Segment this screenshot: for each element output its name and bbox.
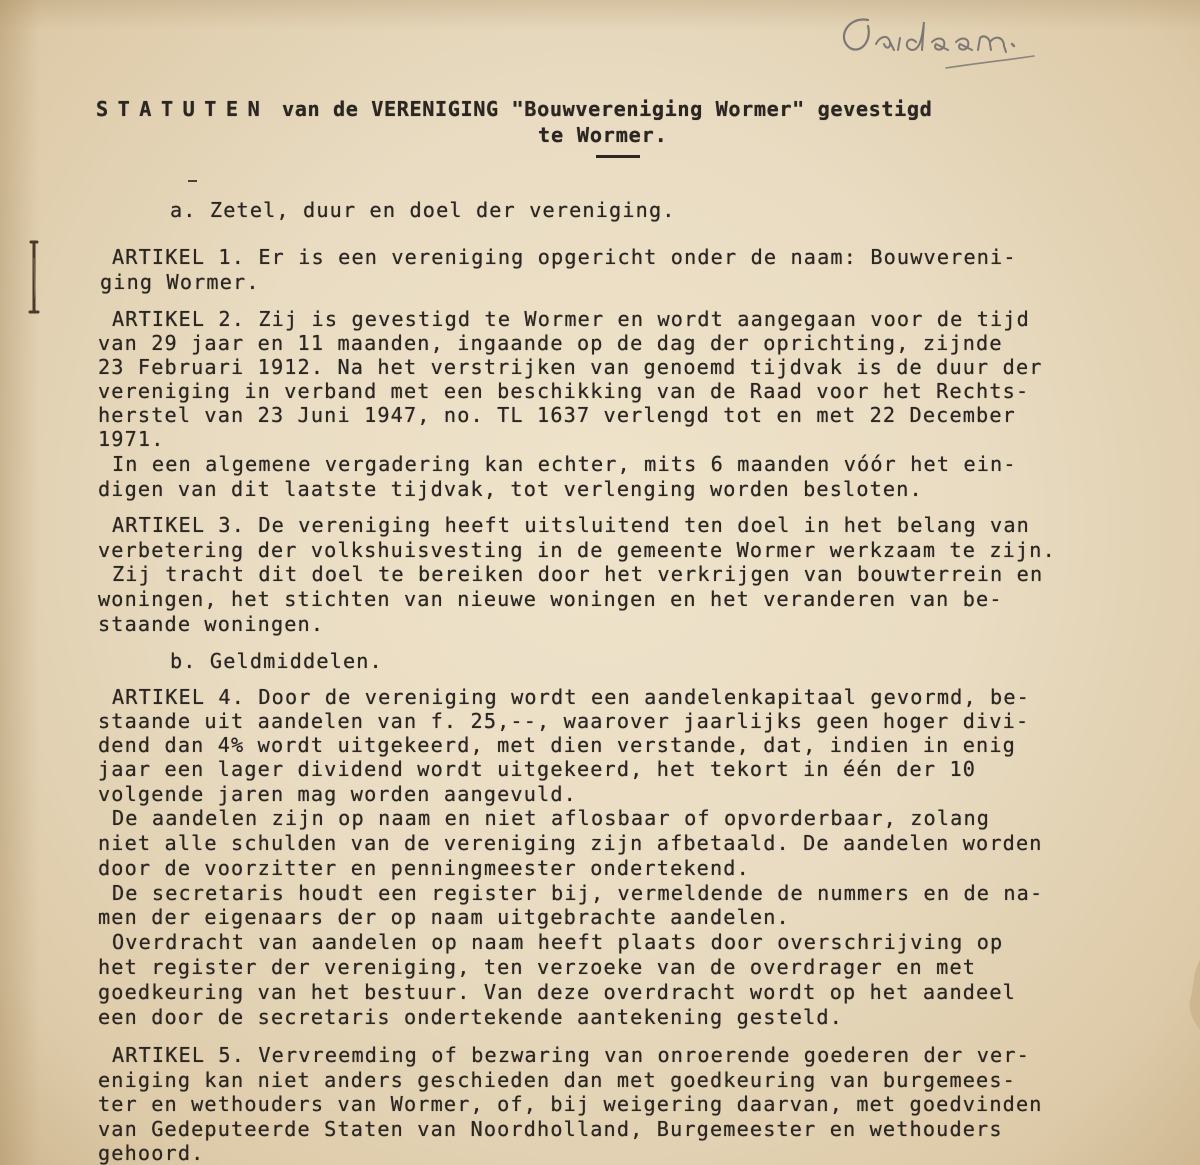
article-4-line: De aandelen zijn op naam en niet aflosbaar of opvorderbaar, zolang xyxy=(112,806,991,830)
article-3-line: Zij tracht dit doel te bereiken door het verkrijgen van bouwterrein en xyxy=(112,562,1044,586)
article-4-line: Overdracht van aandelen op naam heeft plaats door overschrijving op xyxy=(112,930,1004,954)
article-2-line: herstel van 23 Juni 1947, no. TL 1637 verlengd tot en met 22 December xyxy=(98,403,1016,427)
article-5-line: ARTIKEL 5. Vervreemding of bezwaring van onroerende goederen der ver- xyxy=(112,1043,1030,1067)
article-2-line: vereniging in verband met een beschikking van de Raad voor het Rechts- xyxy=(98,379,1030,403)
article-2-line: digen van dit laatste tijdvak, tot verlenging worden besloten. xyxy=(98,477,923,501)
article-3-line: woningen, het stichten van nieuwe woningen en het veranderen van be- xyxy=(98,587,1003,611)
section-heading-b: b. Geldmiddelen. xyxy=(170,649,383,673)
article-4-line: men der eigenaars der op naam uitgebrachte aandelen. xyxy=(98,905,790,929)
article-4-line: volgende jaren mag worden aangevuld. xyxy=(98,782,577,806)
staple-mark xyxy=(26,238,42,318)
article-5-line: van Gedeputeerde Staten van Noordholland, Burgemeester en wethouders xyxy=(98,1117,1003,1141)
stray-mark xyxy=(188,180,197,182)
article-2-line: 23 Februari 1912. Na het verstrijken van genoemd tijdvak is de duur der xyxy=(98,355,1043,379)
title-underline xyxy=(596,155,640,158)
article-2-line: ARTIKEL 2. Zij is gevestigd te Wormer en wordt aangegaan voor de tijd xyxy=(112,307,1030,331)
article-4-line: door de voorzitter en penningmeester ondertekend. xyxy=(98,856,750,880)
article-1-line: ARTIKEL 1. Er is een vereniging opgericht onder de naam: Bouwvereni- xyxy=(112,245,1017,269)
paper-shadow-left xyxy=(0,0,40,1165)
handwritten-note xyxy=(828,8,1068,78)
document-title-line-2: te Wormer. xyxy=(538,123,668,147)
article-4-line: een door de secretaris ondertekende aantekening gesteld. xyxy=(98,1005,844,1029)
article-4-line: De secretaris houdt een register bij, vermeldende de nummers en de na- xyxy=(112,881,1044,905)
article-3-line: staande woningen. xyxy=(98,612,325,636)
section-heading-a: a. Zetel, duur en doel der vereniging. xyxy=(170,198,676,222)
article-1-line: ging Wormer. xyxy=(100,270,260,294)
article-4-line: het register der vereniging, ten verzoeke van de overdrager en met xyxy=(98,955,977,979)
article-4-line: dend dan 4% wordt uitgekeerd, met dien verstande, dat, indien in enig xyxy=(98,733,1016,757)
article-2-line: 1971. xyxy=(98,427,165,451)
article-5-line: ter en wethouders van Wormer, of, bij weigering daarvan, met goedvinden xyxy=(98,1092,1043,1116)
article-3-line: verbetering der volkshuisvesting in de gemeente Wormer werkzaam te zijn. xyxy=(98,538,1056,562)
article-4-line: ARTIKEL 4. Door de vereniging wordt een aandelenkapitaal gevormd, be- xyxy=(112,685,1030,709)
article-4-line: niet alle schulden van de vereniging zijn afbetaald. De aandelen worden xyxy=(98,831,1043,855)
document-title: STATUTEN van de VERENIGING "Bouwvereniging Wormer" gevestigd xyxy=(96,97,933,121)
article-4-line: goedkeuring van het bestuur. Van deze overdracht wordt op het aandeel xyxy=(98,980,1016,1004)
article-4-line: staande uit aandelen van f. 25,--, waarover jaarlijks geen hoger divi- xyxy=(98,709,1030,733)
article-2-line: van 29 jaar en 11 maanden, ingaande op de dag der oprichting, zijnde xyxy=(98,331,1003,355)
paper-edge-tear xyxy=(1188,960,1200,1030)
article-5-line: gehoord. xyxy=(98,1141,205,1165)
article-2-line: In een algemene vergadering kan echter, mits 6 maanden vóór het ein- xyxy=(112,452,1017,476)
article-5-line: eniging kan niet anders geschieden dan met goedkeuring van burgemees- xyxy=(98,1068,1016,1092)
article-3-line: ARTIKEL 3. De vereniging heeft uitsluitend ten doel in het belang van xyxy=(112,513,1030,537)
article-4-line: jaar een lager dividend wordt uitgekeerd, het tekort in één der 10 xyxy=(98,757,977,781)
